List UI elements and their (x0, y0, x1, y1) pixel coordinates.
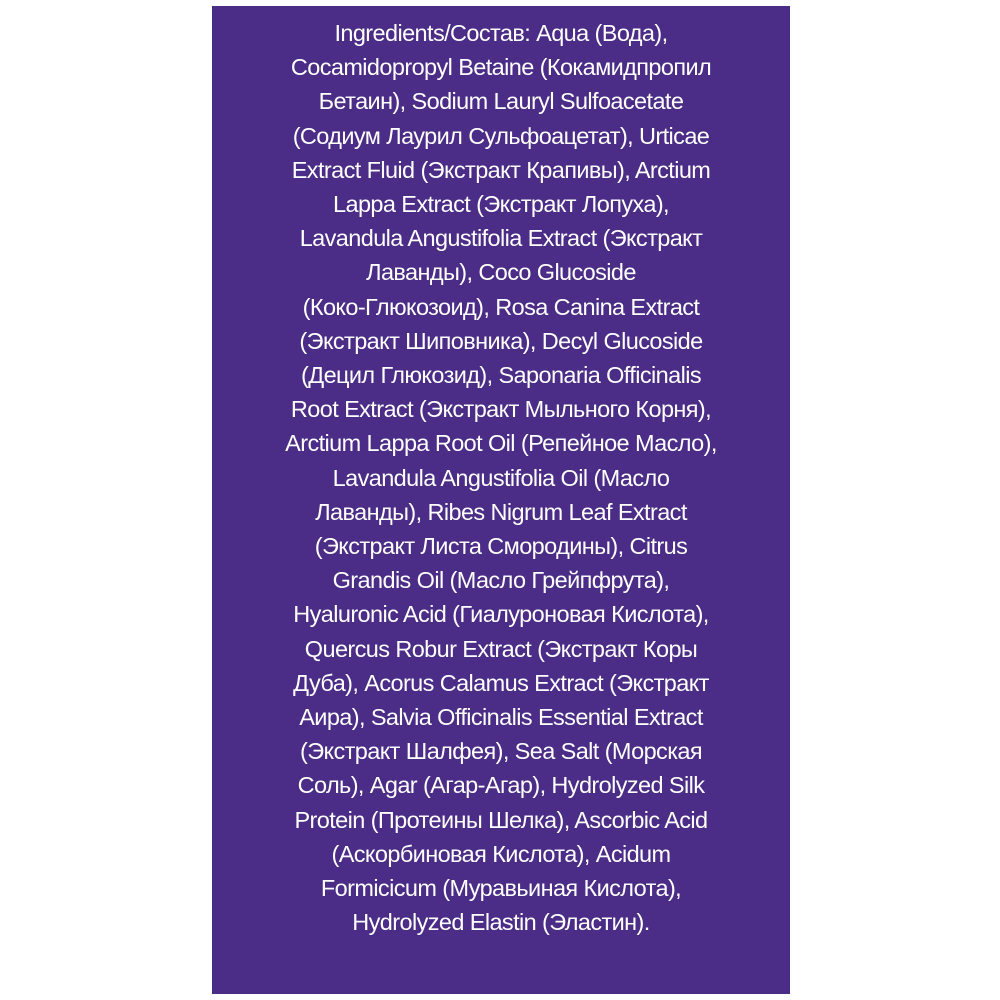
ingredients-text-block (212, 16, 790, 939)
ingredient-line: Ingredients/Состав: Aqua (Вода), (334, 20, 668, 46)
ingredient-line: Hydrolyzed Elastin (Эластин). (352, 909, 650, 936)
ingredient-line: (Экстракт Шиповника), Decyl Glucoside (299, 327, 703, 354)
ingredient-line: Бетаин), Sodium Lauryl Sulfoacetate (318, 88, 684, 115)
ingredient-line: Arctium Lappa Root Oil (Репейное Масло), (285, 430, 717, 457)
ingredient-line: Grandis Oil (Масло Грейпфрута), (332, 567, 670, 594)
ingredient-line: Cocamidopropyl Betaine (Кокамидпропил (290, 54, 712, 81)
ingredient-line: Lappa Extract (Экстракт Лопуха), (333, 191, 669, 218)
ingredient-line: Lavandula Angustifolia Extract (Экстракт (299, 225, 703, 252)
ingredient-line: (Децил Глюкозид), Saponaria Officinalis (301, 362, 701, 389)
ingredient-line: (Коко-Глюкозоид), Rosa Canina Extract (302, 293, 700, 320)
ingredient-line: (Экстракт Листа Смородины), Citrus (314, 533, 688, 560)
ingredient-line: (Экстракт Шалфея), Sea Salt (Морская (300, 738, 702, 765)
ingredient-line: Protein (Протеины Шелка), Ascorbic Acid (294, 806, 708, 833)
ingredient-line: Quercus Robur Extract (Экстракт Коры (304, 635, 698, 662)
ingredient-line: (Аскорбиновая Кислота), Acidum (331, 840, 671, 867)
ingredient-line: Extract Fluid (Экстракт Крапивы), Arctium (291, 156, 711, 183)
ingredient-line: Дуба), Acorus Calamus Extract (Экстракт (293, 669, 709, 696)
ingredient-line: (Содиум Лаурил Сульфоацетат), Urticae (292, 122, 710, 149)
ingredient-line: Соль), Agar (Агар-Агар), Hydrolyzed Silk (297, 772, 705, 799)
ingredient-line: Root Extract (Экстракт Мыльного Корня), (290, 396, 712, 423)
ingredients-label-panel (212, 6, 790, 994)
ingredient-line: Formicicum (Муравьиная Кислота), (320, 875, 682, 902)
ingredient-line: Hyaluronic Acid (Гиалуроновая Кислота), (293, 601, 709, 628)
ingredient-line: Аира), Salvia Officinalis Essential Extract (299, 704, 703, 731)
ingredient-line: Lavandula Angustifolia Oil (Масло (332, 464, 670, 491)
ingredient-line: Лаванды), Coco Glucoside (366, 259, 636, 286)
ingredient-line: Лаванды), Ribes Nigrum Leaf Extract (315, 498, 687, 525)
